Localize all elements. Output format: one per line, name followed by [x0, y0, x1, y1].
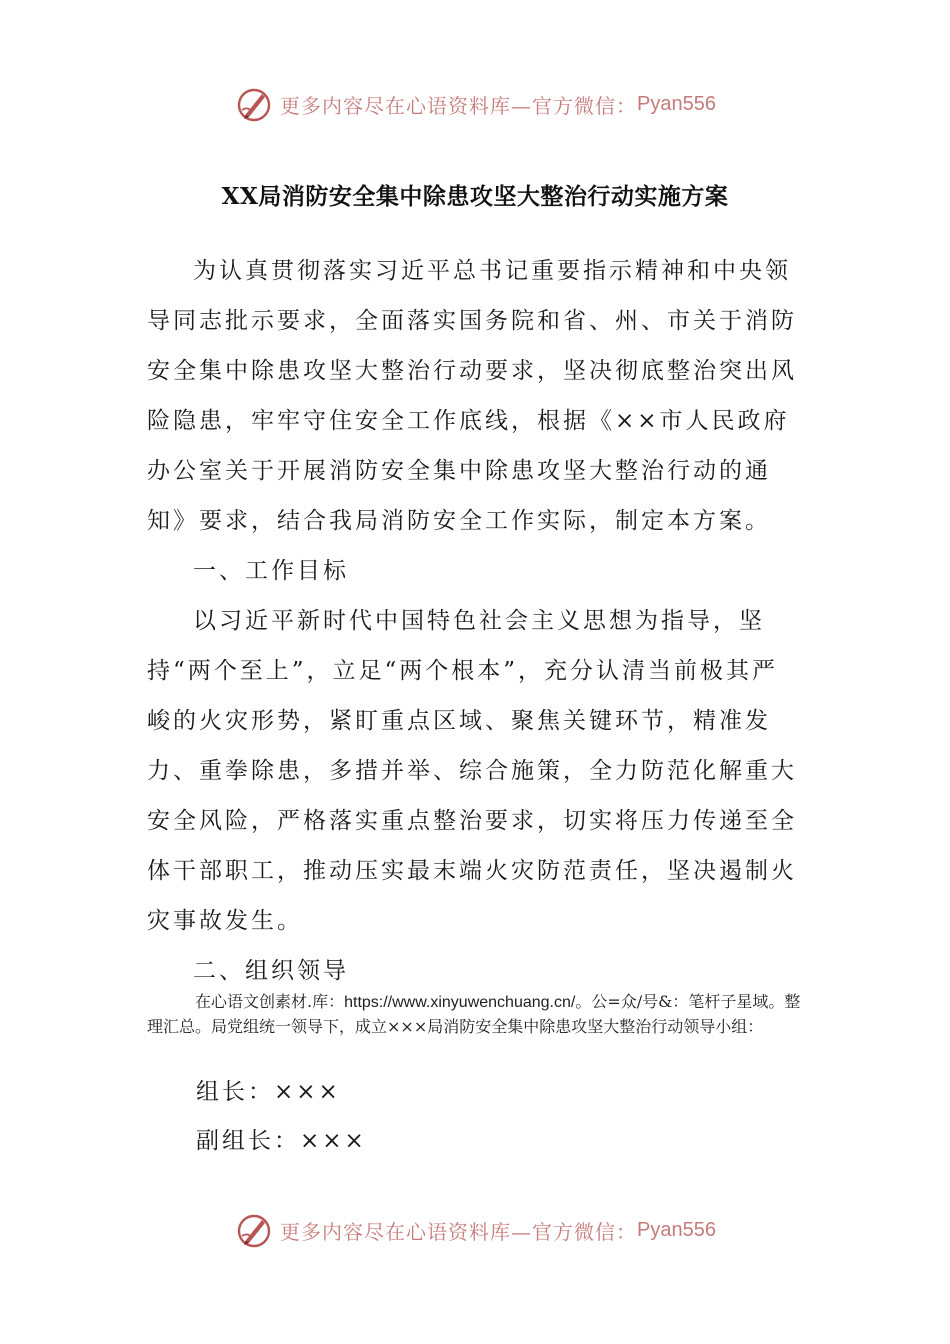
watermark-text: 更多内容尽在心语资料库—官方微信： [280, 93, 638, 118]
section-heading-goals: 一、工作目标 [193, 558, 349, 584]
watermark-handle: Pyan556 [637, 1218, 716, 1241]
watermark-handle: Pyan556 [637, 92, 716, 115]
document-body [147, 246, 803, 996]
pen-logo-icon [234, 1210, 274, 1250]
organization-note-paragraph [147, 990, 807, 1039]
section-heading-organization: 二、组织领导 [193, 958, 349, 984]
leader-line: 组长：××× [196, 1079, 341, 1105]
goals-paragraph: 以习近平新时代中国特色社会主义思想为指导，坚持“两个至上”，立足“两个根本”，充分认清当前极其严峻的火灾形势，紧盯重点区域、聚焦关键环节，精准发力、重拳除患，多措并举、综合施策，全力防范化解重大安全风险，严格落实重点整治要求，切实将压力传递至全体干部职工，推动压实最末端火灾防范责任，坚决遏制火灾事故发生。 [147, 608, 797, 934]
deputy-leader-line: 副组长：××× [196, 1128, 367, 1154]
intro-paragraph: 为认真贯彻落实习近平总书记重要指示精神和中央领导同志批示要求，全面落实国务院和省、州、市关于消防安全集中除患攻坚大整治行动要求，坚决彻底整治突出风险隐患，牢牢守住安全工作底线，根据《××市人民政府办公室关于开展消防安全集中除患攻坚大整治行动的通知》要求，结合我局消防安全工作实际，制定本方案。 [147, 258, 797, 534]
document-title: XX局消防安全集中除患攻坚大整治行动实施方案 [221, 183, 729, 210]
watermark-text: 更多内容尽在心语资料库—官方微信： [280, 1219, 638, 1244]
pen-logo-icon [234, 84, 274, 124]
note-url: https://www.xinyuwenchuang.cn/ [344, 994, 576, 1011]
note-suffix: 。公=众/号&：笔杆子星域。整理汇总。局党组统一领导下，成立×××局消防安全集中除患攻坚大整治行动领导小组： [147, 992, 801, 1036]
watermark-banner-bottom [0, 1208, 950, 1252]
note-prefix: 在心语文创素材.库： [195, 992, 345, 1011]
watermark-banner-top [0, 82, 950, 126]
